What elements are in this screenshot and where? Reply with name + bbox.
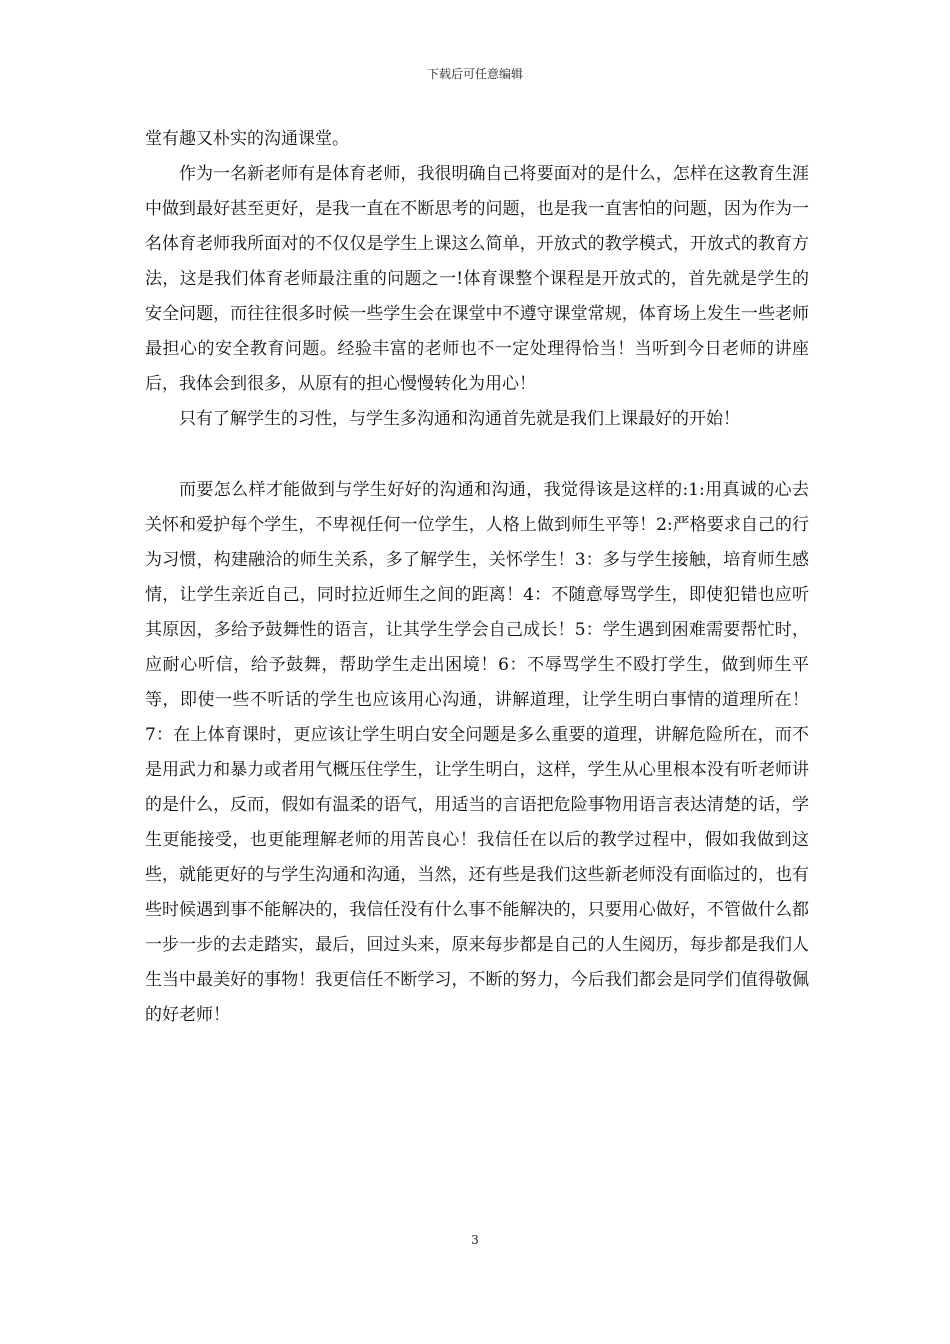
page-header: 下载后可任意编辑	[426, 67, 523, 81]
document-body	[145, 122, 809, 1033]
page-number: 3	[471, 1233, 479, 1247]
paragraph-communication-methods: 而要怎么样才能做到与学生好好的沟通和沟通，我觉得该是这样的:1:用真诚的心去关怀和爱护每个学生，不卑视任何一位学生，人格上做到师生平等！2:严格要求自己的行为习惯，构建融洽的师生关系，多了解学生，关怀学生！3：多与学生接触，培育师生感情，让学生亲近自己，同时拉近师生之间的距离！4：不随意辱骂学生，即使犯错也应听其原因，多给予鼓舞性的语言，让其学生学会自己成长！5：学生遇到困难需要帮忙时，应耐心听信，给予鼓舞，帮助学生走出困境！6：不辱骂学生不殴打学生，做到师生平等，即使一些不听话的学生也应该用心沟通，讲解道理，让学生明白事情的道理所在！7：在上体育课时，更应该让学生明白安全问题是多么重要的道理，讲解危险所在，而不是用武力和暴力或者用气概压住学生，让学生明白，这样，学生从心里根本没有听老师讲的是什么，反而，假如有温柔的语气，用适当的言语把危险事物用语言表达清楚的话，学生更能接受，也更能理解老师的用苦良心！我信任在以后的教学过程中，假如我做到这些，就能更好的与学生沟通和沟通，当然，还有些是我们这些新老师没有面临过的，也有些时候遇到事不能解决的，我信任没有什么事不能解决的，只要用心做好，不管做什么都一步一步的去走踏实，最后，回过头来，原来每步都是自己的人生阅历，每步都是我们人生当中最美好的事物！我更信任不断学习，不断的努力，今后我们都会是同学们值得敬佩的好老师！	[145, 480, 809, 1025]
paragraph-continuation: 堂有趣又朴实的沟通课堂。	[145, 129, 349, 149]
paragraph-new-teacher: 作为一名新老师有是体育老师，我很明确自己将要面对的是什么，怎样在这教育生涯中做到最好甚至更好，是我一直在不断思考的问题，也是我一直害怕的问题，因为作为一名体育老师我所面对的不仅仅是学生上课这么简单，开放式的教学模式，开放式的教育方法，这是我们体育老师最注重的问题之一!体育课整个课程是开放式的，首先就是学生的安全问题，而往往很多时候一些学生会在课堂中不遵守课堂常规，体育场上发生一些老师最担心的安全教育问题。经验丰富的老师也不一定处理得恰当！当听到今日老师的讲座后，我体会到很多，从原有的担心慢慢转化为用心！	[145, 164, 809, 394]
paragraph-understanding-students: 只有了解学生的习性，与学生多沟通和沟通首先就是我们上课最好的开始！	[179, 409, 740, 429]
paragraph-spacer	[145, 437, 809, 473]
